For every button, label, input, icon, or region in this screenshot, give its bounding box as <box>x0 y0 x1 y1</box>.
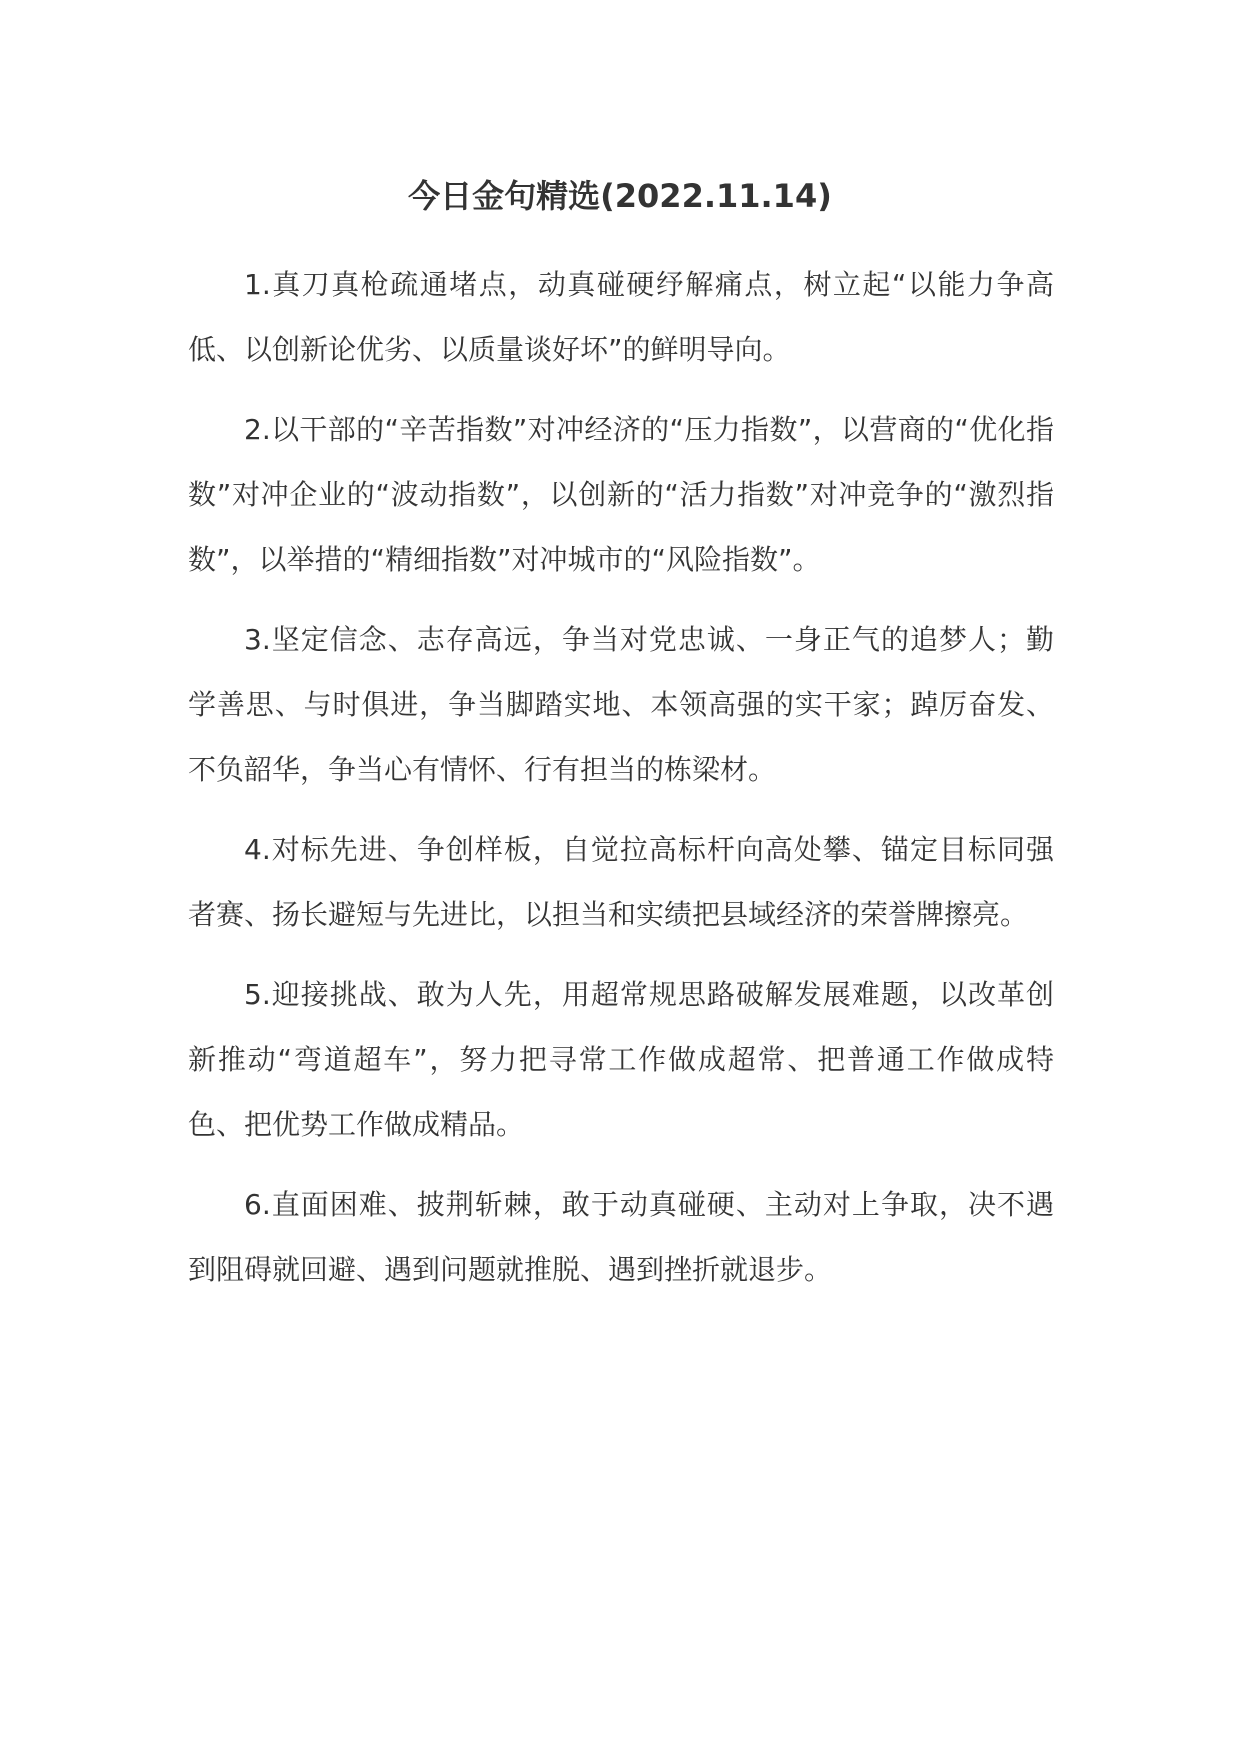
page-title: 今日金句精选(2022.11.14) <box>408 177 832 215</box>
paragraph-5: 5.迎接挑战、敢为人先，用超常规思路破解发展难题，以改革创新推动“弯道超车”，努力把寻常工作做成超常、把普通工作做成特色、把优势工作做成精品。 <box>188 978 1054 1141</box>
paragraph-1: 1.真刀真枪疏通堵点，动真碰硬纾解痛点，树立起“以能力争高低、以创新论优劣、以质量谈好坏”的鲜明导向。 <box>188 268 1054 366</box>
paragraph-4: 4.对标先进、争创样板，自觉拉高标杆向高处攀、锚定目标同强者赛、扬长避短与先进比，以担当和实绩把县域经济的荣誉牌擦亮。 <box>188 833 1054 931</box>
document-body <box>188 252 1054 1317</box>
paragraph-6: 6.直面困难、披荆斩棘，敢于动真碰硬、主动对上争取，决不遇到阻碍就回避、遇到问题就推脱、遇到挫折就退步。 <box>188 1188 1054 1286</box>
paragraph-3: 3.坚定信念、志存高远，争当对党忠诚、一身正气的追梦人；勤学善思、与时俱进，争当脚踏实地、本领高强的实干家；踔厉奋发、不负韶华，争当心有情怀、行有担当的栋梁材。 <box>188 623 1054 786</box>
paragraph-2: 2.以干部的“辛苦指数”对冲经济的“压力指数”，以营商的“优化指数”对冲企业的“波动指数”，以创新的“活力指数”对冲竞争的“激烈指数”，以举措的“精细指数”对冲城市的“风险指数”。 <box>188 413 1054 576</box>
